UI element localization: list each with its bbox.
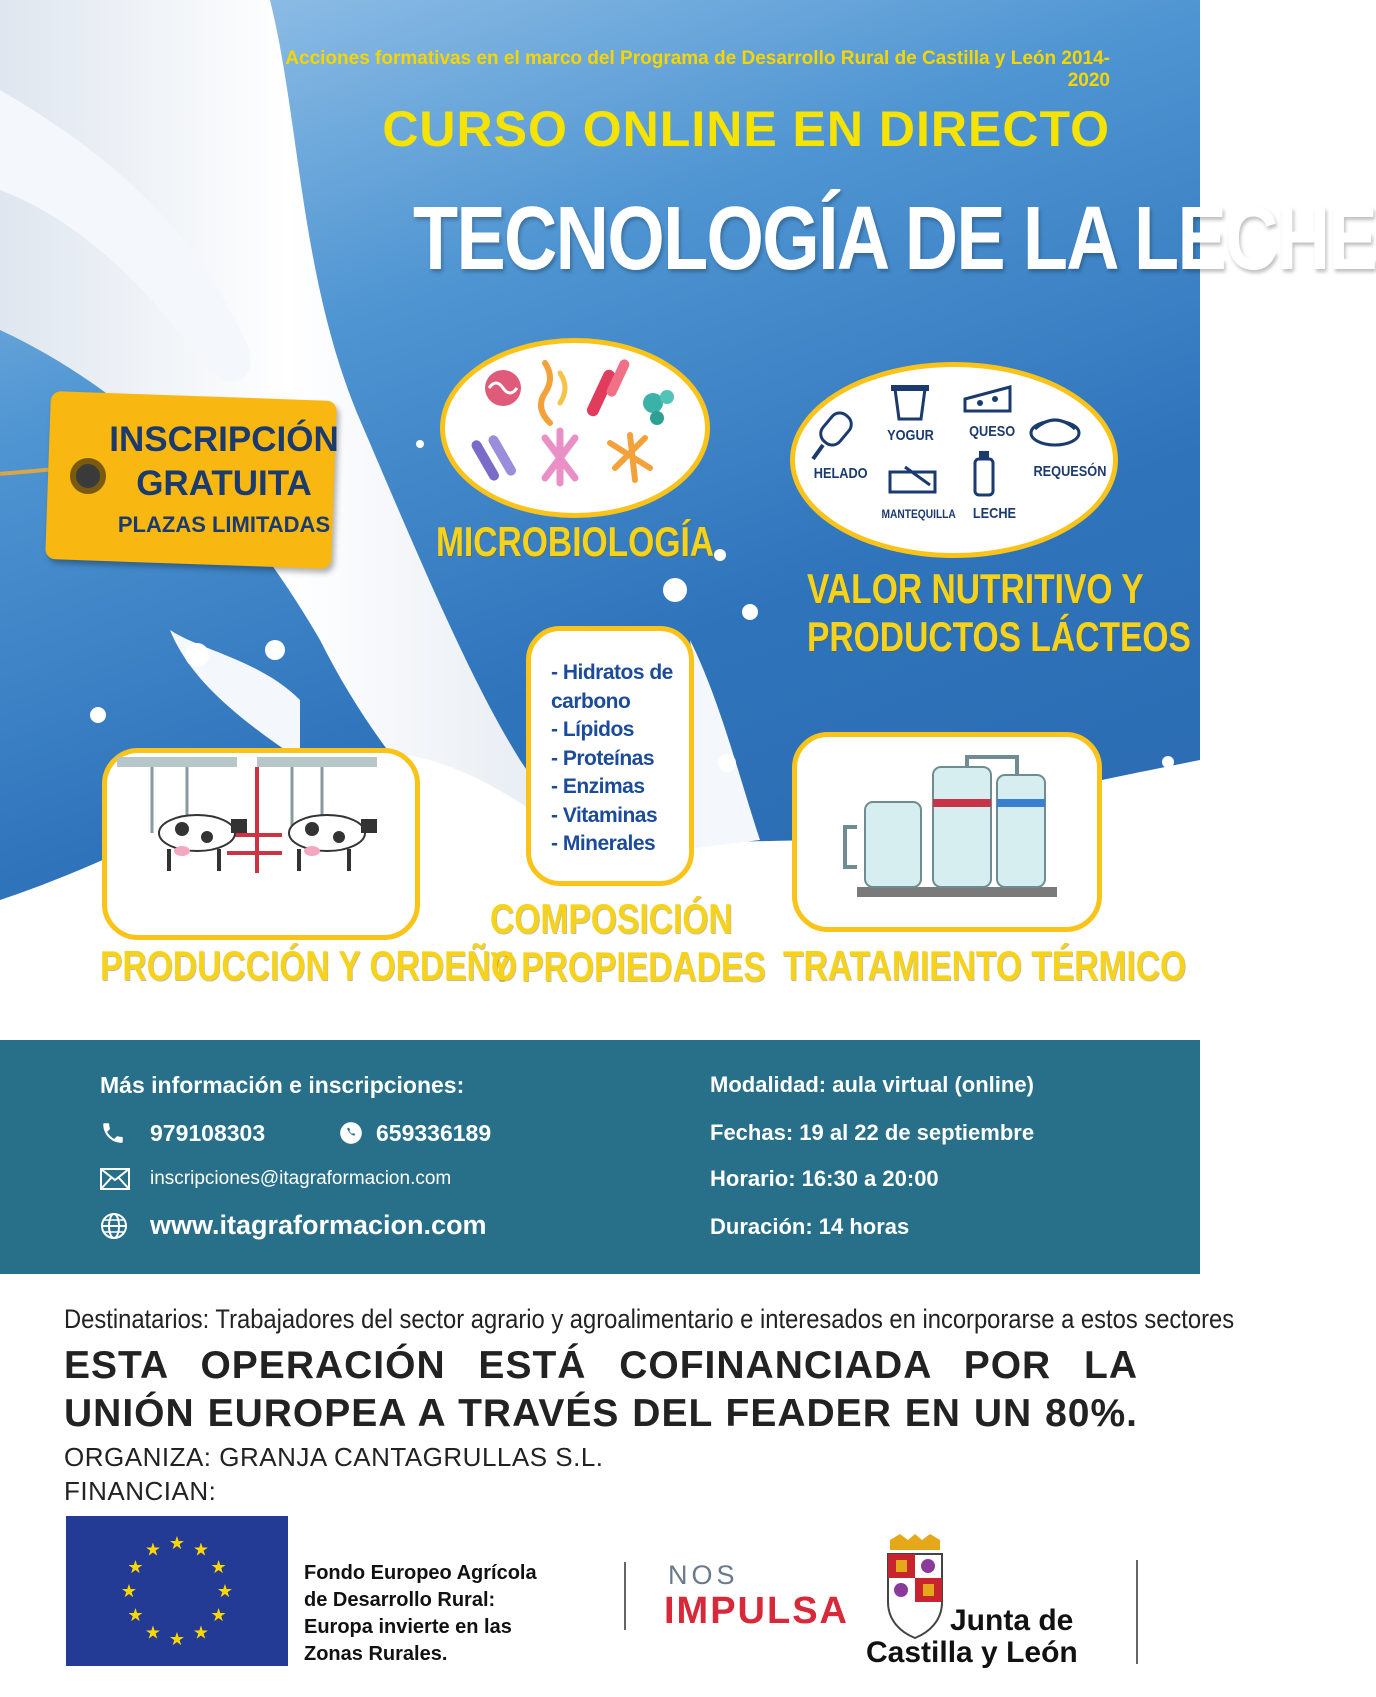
- topic-nutrition-line2: PRODUCTOS LÁCTEOS: [807, 613, 1191, 660]
- cow-icon: [289, 815, 377, 871]
- phone-link[interactable]: 979108303: [150, 1120, 266, 1146]
- info-band: [0, 1040, 1200, 1274]
- cofinancing-line1: ESTA OPERACIÓN ESTÁ COFINANCIADA POR LA: [64, 1344, 1138, 1387]
- composition-item: - Vitaminas: [551, 803, 658, 827]
- product-label-queso: QUESO: [969, 423, 1016, 440]
- email-icon: [100, 1168, 130, 1190]
- milking-box: [102, 748, 420, 940]
- tag-line-plazas: PLAZAS LIMITADAS: [117, 512, 331, 537]
- course-title: TECNOLOGÍA DE LA LECHE: [413, 189, 1376, 289]
- composition-item: carbono: [551, 689, 631, 713]
- jcyl-logo-line2: Castilla y León: [866, 1636, 1078, 1669]
- eu-star-icon: ★: [168, 1533, 186, 1553]
- product-label-requeson: REQUESÓN: [1033, 463, 1107, 480]
- eu-star-icon: ★: [192, 1539, 210, 1560]
- cofinancing-line2: UNIÓN EUROPEA A TRAVÉS DEL FEADER EN UN 80%.: [64, 1392, 1138, 1435]
- whatsapp-icon: [338, 1120, 364, 1146]
- feader-line: Fondo Europeo Agrícola: [304, 1562, 537, 1584]
- program-note: Acciones formativas en el marco del Programa de Desarrollo Rural de Castilla y León 2014-2020: [285, 48, 1110, 91]
- eu-star-icon: ★: [120, 1581, 138, 1601]
- eu-star-icon: ★: [144, 1622, 162, 1643]
- divider: [624, 1562, 626, 1630]
- butter-icon: [890, 467, 935, 492]
- tag-hole-icon: [70, 458, 106, 494]
- jcyl-logo-line1: Junta de: [950, 1604, 1074, 1637]
- composition-list: [551, 659, 691, 859]
- composition-item: - Enzimas: [551, 775, 645, 798]
- yogurt-icon: [891, 385, 929, 419]
- duration-text: Duración: 14 horas: [710, 1214, 910, 1239]
- ice-cream-icon: [813, 409, 855, 459]
- nos-impulsa-logo-impulsa: IMPULSA: [664, 1590, 849, 1632]
- eu-star-icon: ★: [144, 1539, 162, 1560]
- eu-star-icon: ★: [127, 1605, 144, 1625]
- topic-nutrition-line1: VALOR NUTRITIVO Y: [807, 565, 1144, 612]
- product-label-yogur: YOGUR: [887, 427, 934, 444]
- topic-microbiology: MICROBIOLOGÍA: [435, 518, 715, 565]
- eu-star-icon: ★: [168, 1629, 186, 1649]
- topic-production-milking: PRODUCCIÓN Y ORDEÑO: [100, 942, 517, 989]
- globe-icon: [100, 1212, 128, 1240]
- divider: [1136, 1560, 1138, 1664]
- dates-text: Fechas: 19 al 22 de septiembre: [710, 1120, 1035, 1145]
- topic-composition: [490, 895, 766, 991]
- modality-text: Modalidad: aula virtual (online): [710, 1072, 1034, 1097]
- milking-cows-icon: [107, 753, 415, 935]
- schedule-text: Horario: 16:30 a 20:00: [710, 1166, 939, 1191]
- eu-star-icon: ★: [210, 1557, 227, 1577]
- tag-line-gratuita: GRATUITA: [136, 464, 312, 503]
- dairy-tanks-icon: [797, 737, 1097, 927]
- composition-box: [526, 626, 694, 886]
- feader-line: de Desarrollo Rural:: [304, 1589, 496, 1611]
- product-label-leche: LECHE: [972, 505, 1017, 522]
- topic-nutrition-products: [807, 565, 1191, 661]
- composition-item: - Proteínas: [551, 746, 655, 770]
- cheese-icon: [965, 387, 1010, 411]
- eu-stars-icon: [66, 1516, 288, 1666]
- heat-treatment-box: [792, 732, 1102, 932]
- feader-text: [304, 1560, 584, 1668]
- microbiology-bubble: [440, 338, 710, 518]
- castilla-leon-crest-icon: [880, 1532, 950, 1642]
- dairy-products-bubble: [790, 362, 1118, 558]
- whatsapp-link[interactable]: 659336189: [376, 1120, 492, 1146]
- product-label-mantequilla: MANTEQUILLA: [881, 507, 956, 521]
- composition-item: - Lípidos: [551, 718, 634, 741]
- eu-flag-logo: [66, 1516, 288, 1666]
- topic-composition-line1: COMPOSICIÓN: [490, 895, 733, 942]
- feader-line: Europa invierte en las: [304, 1616, 512, 1638]
- audience-text: Destinatarios: Trabajadores del sector agrario y agroalimentario e interesados en incorporarse a estos sectores: [64, 1304, 1235, 1334]
- email-link[interactable]: inscripciones@itagraformacion.com: [150, 1168, 452, 1189]
- milk-bottle-icon: [975, 451, 993, 495]
- topic-heat-treatment: TRATAMIENTO TÉRMICO: [783, 942, 1187, 989]
- phone-icon: [100, 1120, 126, 1146]
- nos-impulsa-logo-nos: NOS: [668, 1560, 739, 1590]
- eu-star-icon: ★: [127, 1557, 144, 1577]
- composition-item: - Minerales: [551, 832, 656, 855]
- topic-composition-line2: Y PROPIEDADES: [490, 943, 766, 990]
- product-label-helado: HELADO: [813, 465, 868, 482]
- eu-star-icon: ★: [216, 1581, 234, 1601]
- cottage-cheese-icon: [1031, 420, 1079, 445]
- composition-item: - Hidratos de: [551, 661, 673, 684]
- eu-star-icon: ★: [210, 1605, 227, 1625]
- funders-label: FINANCIAN:: [64, 1476, 217, 1506]
- tag-line-inscripcion: INSCRIPCIÓN: [109, 420, 339, 459]
- organizer-text: ORGANIZA: GRANJA CANTAGRULLAS S.L.: [64, 1442, 604, 1472]
- bacteria-icon: [445, 343, 705, 513]
- info-heading: Más información e inscripciones:: [100, 1072, 465, 1098]
- eu-star-icon: ★: [192, 1622, 210, 1643]
- cow-icon: [159, 815, 247, 871]
- website-link[interactable]: www.itagraformacion.com: [150, 1210, 487, 1240]
- feader-line: Zonas Rurales.: [304, 1643, 448, 1665]
- free-registration-tag: [48, 396, 339, 564]
- course-type-heading: CURSO ONLINE EN DIRECTO: [382, 101, 1110, 157]
